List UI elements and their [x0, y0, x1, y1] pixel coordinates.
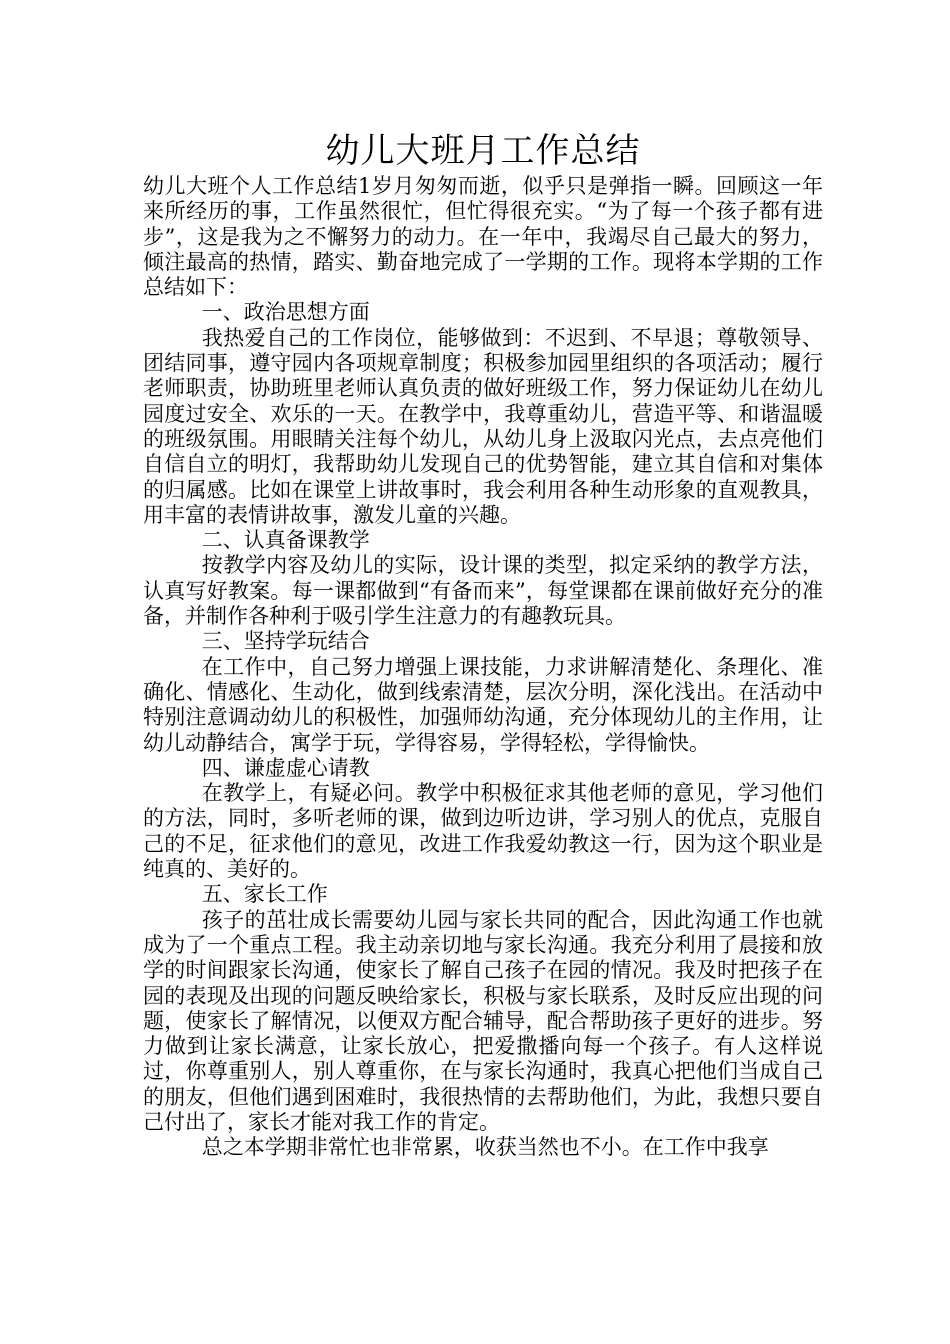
- section-heading-2: 二、认真备课教学: [201, 528, 370, 553]
- section-body-1: 我热爱自己的工作岗位，能够做到：不迟到、不早退；尊敬领导、团结同事，遵守园内各项规章制度；积极参加园里组织的各项活动；履行老师职责，协助班里老师认真负责的做好班级工作，努力保证幼儿在幼儿园度过安全、欢乐的一天。在教学中，我尊重幼儿，营造平等、和谐温暖的班级氛围。用眼睛关注每个幼儿，从幼儿身上汲取闪光点，去点亮他们自信自立的明灯，我帮助幼儿发现自己的优势智能，建立其自信和对集体的归属感。比如在课堂上讲故事时，我会利用各种生动形象的直观教具，用丰富的表情讲故事，激发儿童的兴趣。: [143, 325, 823, 527]
- intro-paragraph: 幼儿大班个人工作总结1岁月匆匆而逝，似乎只是弹指一瞬。回顾这一年来所经历的事，工作虽然很忙，但忙得很充实。“为了每一个孩子都有进步”，这是我为之不懈努力的动力。在一年中，我竭尽自己最大的努力，倾注最高的热情，踏实、勤奋地完成了一学期的工作。现将本学期的工作总结如下：: [143, 174, 823, 300]
- section-heading-3: 三、坚持学玩结合: [201, 629, 370, 654]
- section-body-2: 按教学内容及幼儿的实际，设计课的类型，拟定采纳的教学方法，认真写好教案。每一课都做到“有备而来”，每堂课都在课前做好充分的准备，并制作各种利于吸引学生注意力的有趣教玩具。: [143, 553, 823, 629]
- section-heading-5: 五、家长工作: [201, 882, 328, 907]
- section-heading-1: 一、政治思想方面: [201, 300, 370, 325]
- document-page: [143, 128, 823, 1161]
- section-body-5: 孩子的茁壮成长需要幼儿园与家长共同的配合，因此沟通工作也就成为了一个重点工程。我主动亲切地与家长沟通。我充分利用了晨接和放学的时间跟家长沟通，使家长了解自己孩子在园的情况。我及时把孩子在园的表现及出现的问题反映给家长，积极与家长联系，及时反应出现的问题，使家长了解情况，以便双方配合辅导，配合帮助孩子更好的进步。努力做到让家长满意，让家长放心，把爱撒播向每一个孩子。有人这样说过，你尊重别人，别人尊重你，在与家长沟通时，我真心把他们当成自己的朋友，但他们遇到困难时，我很热情的去帮助他们，为此，我想只要自己付出了，家长才能对我工作的肯定。: [143, 907, 823, 1134]
- section-heading-4: 四、谦虚虚心请教: [201, 755, 370, 780]
- closing-paragraph: 总之本学期非常忙也非常累，收获当然也不小。在工作中我享: [201, 1135, 769, 1160]
- section-body-3: 在工作中，自己努力增强上课技能，力求讲解清楚化、条理化、准确化、情感化、生动化，做到线索清楚，层次分明，深化浅出。在活动中特别注意调动幼儿的积极性，加强师幼沟通，充分体现幼儿的主作用，让幼儿动静结合，寓学于玩，学得容易，学得轻松，学得愉快。: [143, 654, 823, 755]
- document-title: 幼儿大班月工作总结: [325, 131, 641, 171]
- section-body-4: 在教学上，有疑必问。教学中积极征求其他老师的意见，学习他们的方法，同时，多听老师的课，做到边听边讲，学习别人的优点，克服自己的不足，征求他们的意见，改进工作我爱幼教这一行，因为这个职业是纯真的、美好的。: [143, 781, 823, 882]
